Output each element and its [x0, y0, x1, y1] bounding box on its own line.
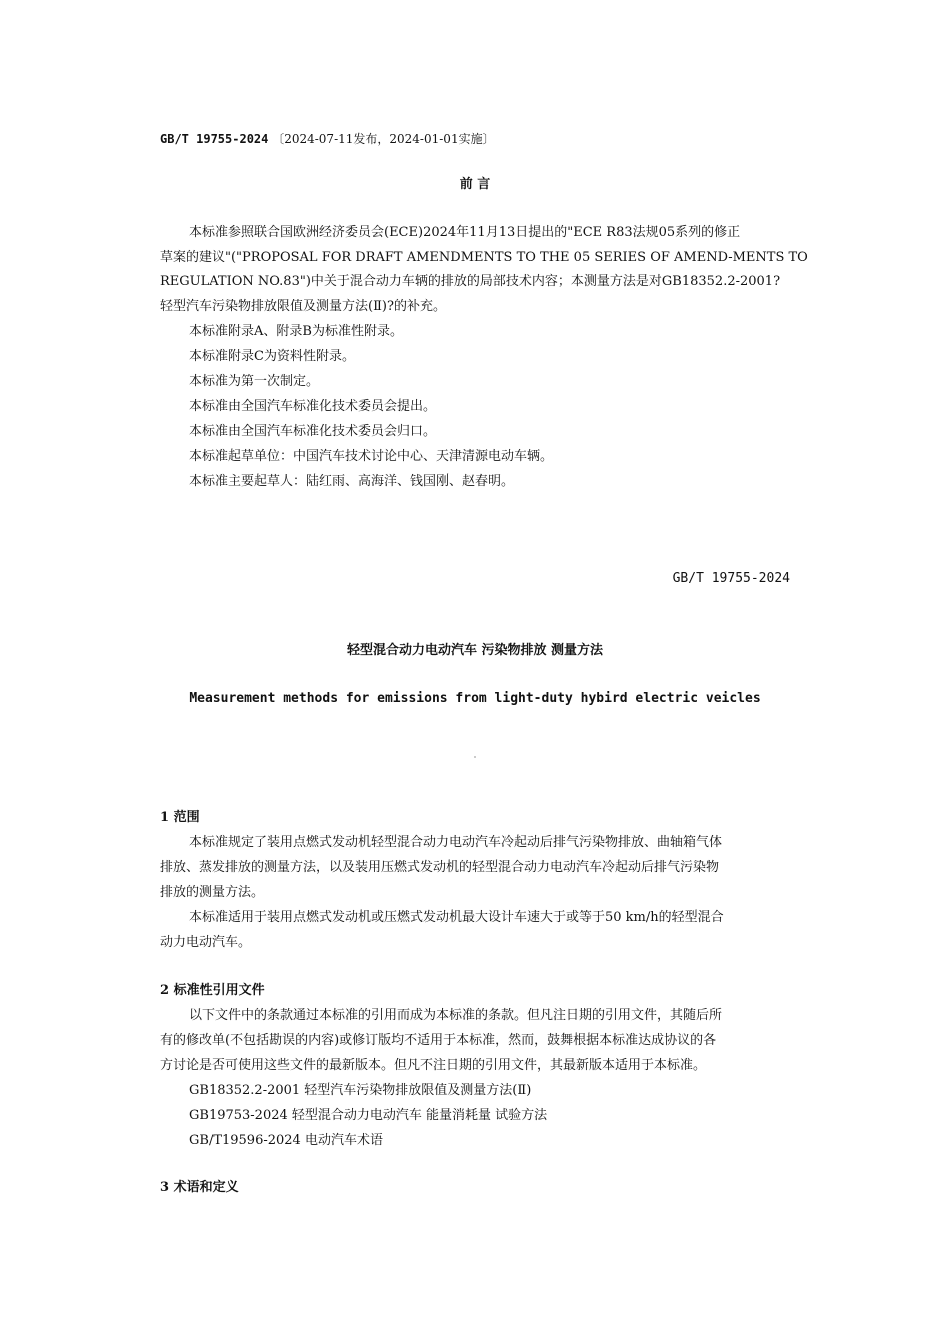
section-1-para-line: 动力电动汽车。 — [160, 935, 252, 950]
section-1-para-line: 本标准适用于装用点燃式发动机或压燃式发动机最大设计车速大于或等于50 km/h的轻型混合 — [189, 910, 724, 925]
foreword-para-line: 轻型汽车污染物排放限值及测量方法(Ⅱ)?的补充。 — [160, 299, 446, 314]
foreword-item: 本标准由全国汽车标准化技术委员会归口。 — [189, 424, 437, 439]
foreword-item: 本标准附录C为资料性附录。 — [189, 349, 355, 364]
publish-dates: 〔2024-07-11发布，2024-01-01实施〕 — [272, 132, 495, 146]
document-header — [160, 131, 495, 147]
standard-title-en: Measurement methods for emissions from light-duty hybird electric veicles — [189, 691, 761, 706]
foreword-item: 本标准附录A、附录B为标准性附录。 — [189, 324, 403, 339]
section-2-heading: 2 标准性引用文件 — [160, 983, 265, 998]
foreword-item: 本标准主要起草人：陆红雨、高海洋、钱国刚、赵春明。 — [189, 474, 515, 489]
standard-code: GB/T 19755-2024 — [160, 132, 269, 146]
section-2-para-line: 以下文件中的条款通过本标准的引用而成为本标准的条款。但凡注日期的引用文件，其随后所 — [189, 1008, 723, 1023]
page-standard-code: GB/T 19755-2024 — [672, 571, 790, 586]
section-2-para-line: 方讨论是否可使用这些文件的最新版本。但凡不注日期的引用文件，其最新版本适用于本标准。 — [160, 1058, 707, 1073]
reference-item: GB/T19596-2024 电动汽车术语 — [189, 1133, 383, 1148]
page-mark — [474, 756, 476, 758]
foreword-item: 本标准由全国汽车标准化技术委员会提出。 — [189, 399, 437, 414]
standard-title-cn: 轻型混合动力电动汽车 污染物排放 测量方法 — [346, 643, 604, 658]
section-1-para-line: 本标准规定了装用点燃式发动机轻型混合动力电动汽车冷起动后排气污染物排放、曲轴箱气体 — [189, 835, 723, 850]
foreword-title: 前 言 — [459, 177, 491, 192]
reference-item: GB18352.2-2001 轻型汽车污染物排放限值及测量方法(Ⅱ) — [189, 1083, 532, 1098]
section-2-para-line: 有的修改单(不包括勘误的内容)或修订版均不适用于本标准，然而，鼓舞根据本标准达成协议的各 — [160, 1033, 717, 1048]
foreword-para-line: REGULATION NO.83")中关于混合动力车辆的排放的局部技术内容；本测量方法是对GB18352.2-2001? — [160, 274, 781, 289]
section-1-para-line: 排放的测量方法。 — [160, 885, 265, 900]
foreword-item: 本标准起草单位：中国汽车技术讨论中心、天津清源电动车辆。 — [189, 449, 554, 464]
foreword-para-line: 本标准参照联合国欧洲经济委员会(ECE)2024年11月13日提出的"ECE R83法规05系列的修正 — [189, 225, 741, 240]
foreword-para-line: 草案的建议"("PROPOSAL FOR DRAFT AMENDMENTS TO THE 05 SERIES OF AMEND-MENTS TO — [160, 250, 808, 265]
section-1-para-line: 排放、蒸发排放的测量方法，以及装用压燃式发动机的轻型混合动力电动汽车冷起动后排气污染物 — [160, 860, 720, 875]
section-3-heading: 3 术语和定义 — [160, 1180, 239, 1195]
reference-item: GB19753-2024 轻型混合动力电动汽车 能量消耗量 试验方法 — [189, 1108, 548, 1123]
section-1-heading: 1 范围 — [160, 810, 200, 825]
foreword-item: 本标准为第一次制定。 — [189, 374, 320, 389]
